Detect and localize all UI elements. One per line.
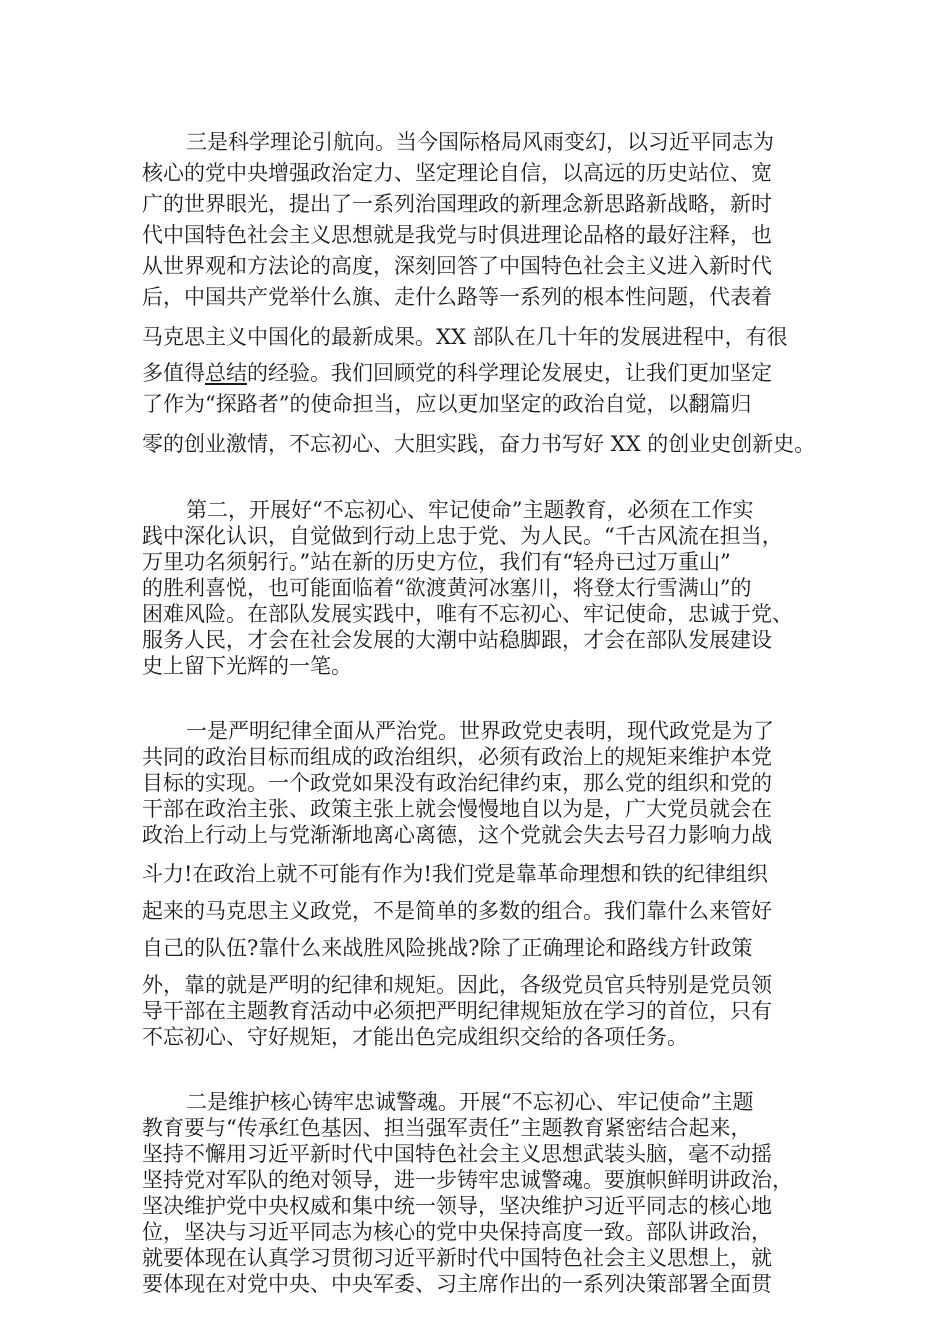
paragraph-line (142, 360, 822, 386)
line-text: 多值得 (142, 361, 205, 385)
paragraph-line: 万里功名须躬行。”站在新的历史方位，我们有“轻舟已过万重山” (142, 550, 731, 574)
paragraph-line: 导干部在主题教育活动中必须把严明纪律规矩放在学习的首位，只有 (142, 999, 772, 1023)
paragraph-line: 位，坚决与习近平同志为核心的党中央保持高度一致。部队讲政治， (142, 1220, 772, 1244)
paragraph-line: 不忘初心、守好规矩，才能出色完成组织交给的各项任务。 (142, 1025, 688, 1049)
paragraph-line: 了作为“探路者”的使命担当，应以更加坚定的政治自觉，以翻篇归 (142, 392, 752, 416)
paragraph-line: 就要体现在认真学习贯彻习近平新时代中国特色社会主义思想上，就 (142, 1246, 772, 1270)
paragraph-line: 共同的政治目标而组成的政治组织，必须有政治上的规矩来维护本党 (142, 745, 772, 769)
paragraph-line: 的胜利喜悦，也可能面临着“欲渡黄河冰塞川，将登太行雪满山”的 (142, 576, 752, 600)
paragraph-line: 政治上行动上与党渐渐地离心离德，这个党就会失去号召力影响力战 (142, 823, 772, 847)
paragraph-line: 核心的党中央增强政治定力、坚定理论自信，以高远的历史站位、宽 (142, 161, 772, 185)
underlined-word: 总结 (205, 361, 247, 385)
paragraph-line: 从世界观和方法论的高度，深刻回答了中国特色社会主义进入新时代 (142, 254, 772, 278)
paragraph-line: 三是科学理论引航向。当今国际格局风雨变幻，以习近平同志为 (186, 130, 774, 154)
paragraph-line: 后，中国共产党举什么旗、走什么路等一系列的根本性问题，代表着 (142, 285, 772, 309)
paragraph-line: 斗力!在政治上就不可能有作为!我们党是靠革命理想和铁的纪律组织 (142, 862, 768, 886)
paragraph-line: 干部在政治主张、政策主张上就会慢慢地自以为是，广大党员就会在 (142, 797, 772, 821)
line-text: 的经验。我们回顾党的科学理论发展史，让我们更加坚定 (247, 361, 772, 385)
paragraph-line: 教育要与“传承红色基因、担当强军责任”主题教育紧密结合起来， (142, 1116, 752, 1140)
paragraph-line: 零的创业激情，不忘初心、大胆实践，奋力书写好 XX 的创业史创新史。 (142, 432, 816, 456)
paragraph-line: 外，靠的就是严明的纪律和规矩。因此，各级党员官兵特别是党员领 (142, 973, 772, 997)
paragraph-line: 代中国特色社会主义思想就是我党与时俱进理论品格的最好注释，也 (142, 223, 772, 247)
paragraph-line: 自己的队伍?靠什么来战胜风险挑战?除了正确理论和路线方针政策 (142, 936, 753, 960)
paragraph-line: 史上留下光辉的一笔。 (142, 654, 352, 678)
paragraph-line: 目标的实现。一个政党如果没有政治纪律约束，那么党的组织和党的 (142, 771, 772, 795)
paragraph-line: 坚决维护党中央权威和集中统一领导，坚决维护习近平同志的核心地 (142, 1194, 772, 1218)
paragraph-line: 要体现在对党中央、中央军委、习主席作出的一系列决策部署全面贯 (142, 1272, 772, 1296)
paragraph-line: 坚持党对军队的绝对领导，进一步铸牢忠诚警魂。要旗帜鲜明讲政治， (142, 1168, 793, 1192)
paragraph-line: 广的世界眼光，提出了一系列治国理政的新理念新思路新战略，新时 (142, 192, 772, 216)
paragraph-line: 践中深化认识，自觉做到行动上忠于党、为人民。“千古风流在担当， (142, 524, 783, 548)
paragraph-line: 二是维护核心铸牢忠诚警魂。开展“不忘初心、牢记使命”主题 (186, 1090, 754, 1114)
paragraph-line: 马克思主义中国化的最新成果。XX 部队在几十年的发展进程中，有很 (142, 325, 788, 349)
paragraph-line: 困难风险。在部队发展实践中，唯有不忘初心、牢记使命，忠诚于党、 (142, 602, 793, 626)
paragraph-line: 第二，开展好“不忘初心、牢记使命”主题教育，必须在工作实 (186, 498, 754, 522)
paragraph-line: 服务人民，才会在社会发展的大潮中站稳脚跟，才会在部队发展建设 (142, 628, 772, 652)
paragraph-line: 起来的马克思主义政党，不是简单的多数的组合。我们靠什么来管好 (142, 899, 772, 923)
paragraph-line: 坚持不懈用习近平新时代中国特色社会主义思想武装头脑，毫不动摇 (142, 1142, 772, 1166)
paragraph-line: 一是严明纪律全面从严治党。世界政党史表明，现代政党是为了 (186, 719, 774, 743)
